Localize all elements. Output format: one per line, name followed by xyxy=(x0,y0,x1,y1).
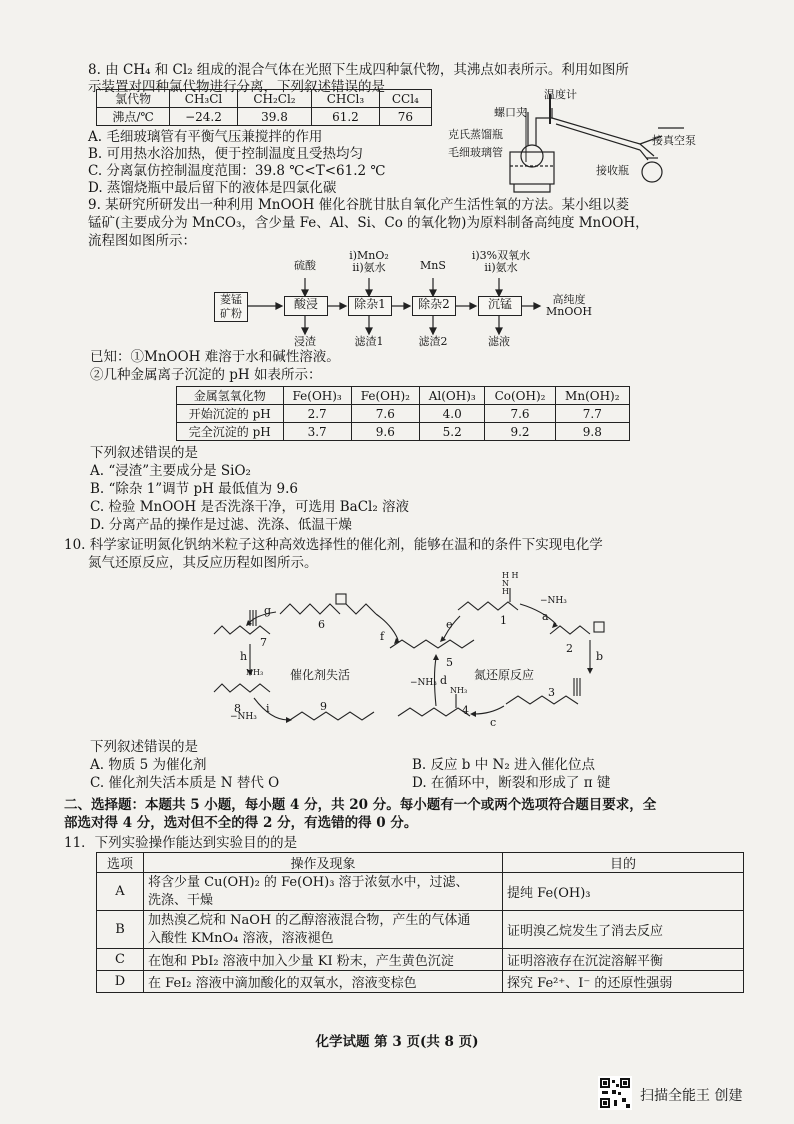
scanner-watermark: 扫描全能王 创建 xyxy=(640,1088,743,1104)
q9-r2-2: 9.6 xyxy=(351,423,419,441)
q9-r2-1: 3.7 xyxy=(283,423,351,441)
label-receiver: 接收瓶 xyxy=(596,164,629,177)
label-nitrogen-reduction: 氮还原反应 xyxy=(474,668,535,682)
mol-9: 9 xyxy=(320,700,327,713)
flow-step-3: 除杂2 xyxy=(412,296,456,316)
q11-a-op xyxy=(144,873,503,911)
mol-3: 3 xyxy=(548,686,555,699)
q9-r2-5: 9.8 xyxy=(555,423,629,441)
mol-7: 7 xyxy=(260,636,267,649)
flow-reagent-2: i)MnO₂ ii)氨水 xyxy=(349,249,389,274)
q9-line1: 9. 某研究所研发出一种利用 MnOOH 催化谷胱甘肽自氧化产生活性氧的方法。某小组以菱 xyxy=(88,197,630,213)
step-g: g xyxy=(264,604,272,617)
flow-reagent-4: i)3%双氧水 ii)氨水 xyxy=(471,249,531,274)
q10-line2: 氮气还原反应，其反应历程如图所示。 xyxy=(88,555,318,571)
q9-ph-table xyxy=(176,386,630,441)
flow-step-4: 沉锰 xyxy=(478,296,522,316)
q8-line1: 8. 由 CH₄ 和 Cl₂ 组成的混合气体在光照下生成四种氯代物，其沸点如表所示。利用如图所 xyxy=(88,62,629,78)
mol-8: 8 xyxy=(234,702,241,715)
flow-reagent-3: MnS xyxy=(420,259,446,272)
step-b: b xyxy=(596,650,604,663)
distillation-apparatus xyxy=(444,88,704,194)
q8-td-4: 76 xyxy=(379,108,431,126)
q8-td-3: 61.2 xyxy=(312,108,379,126)
q9-th-5: Mn(OH)₂ xyxy=(555,387,629,405)
label-capillary: 毛细玻璃管 xyxy=(448,146,503,159)
q9-r1-4: 7.6 xyxy=(485,405,555,423)
step-a: a xyxy=(542,610,549,623)
q8-option-a: A. 毛细玻璃管有平衡气压兼搅拌的作用 xyxy=(88,129,323,145)
q9-r2-3: 5.2 xyxy=(419,423,485,441)
label-nh3-small-2: NH₃ xyxy=(450,686,468,695)
q9-line2: 锰矿(主要成分为 MnCO₃，含少量 Fe、Al、Si、Co 的氧化物)为原料制备高纯度 MnOOH， xyxy=(88,215,649,231)
label-nh3-small-1: NH₃ xyxy=(246,668,264,677)
label-vacuum: 接真空泵 xyxy=(652,134,696,147)
q8-td-1: −24.2 xyxy=(170,108,237,126)
q11-a-op-l2: 洗涤、干燥 xyxy=(148,892,214,908)
flow-product: 高纯度 MnOOH xyxy=(546,293,592,318)
flow-output-1: 浸渣 xyxy=(294,335,316,348)
qr-code-icon xyxy=(598,1076,632,1110)
q10-option-b: B. 反应 b 中 N₂ 进入催化位点 xyxy=(412,757,596,773)
flow-output-2: 滤渣1 xyxy=(354,335,384,348)
q9-flowchart xyxy=(210,250,610,350)
q8-th-1: CH₃Cl xyxy=(170,90,237,108)
q11-d-goal: 探究 Fe²⁺、I⁻ 的还原性强弱 xyxy=(503,971,744,993)
q11-a-key: A xyxy=(97,873,144,911)
mol-1: 1 xyxy=(500,614,507,627)
q11-a-goal: 提纯 Fe(OH)₃ xyxy=(503,873,744,911)
q9-th-2: Fe(OH)₂ xyxy=(351,387,419,405)
flow-step-2: 除杂1 xyxy=(348,296,392,316)
label-nh3-mid: −NH₃ xyxy=(410,678,437,688)
q10-option-d: D. 在循环中，断裂和形成了 π 键 xyxy=(412,775,611,791)
q9-option-c: C. 检验 MnOOH 是否洗涤干净，可选用 BaCl₂ 溶液 xyxy=(90,499,410,515)
label-thermometer: 温度计 xyxy=(544,88,577,101)
q9-r1-5: 7.7 xyxy=(555,405,629,423)
q11-d-op: 在 FeI₂ 溶液中滴加酸化的双氧水，溶液变棕色 xyxy=(144,971,503,993)
q9-r2-0: 完全沉淀的 pH xyxy=(177,423,284,441)
q9-r1-1: 2.7 xyxy=(283,405,351,423)
q9-option-a: A. “浸渣”主要成分是 SiO₂ xyxy=(90,463,251,479)
q8-td-0: 沸点/℃ xyxy=(97,108,170,126)
label-catalyst-deactivation: 催化剂失活 xyxy=(290,668,351,682)
q9-r1-3: 4.0 xyxy=(419,405,485,423)
mol-2: 2 xyxy=(566,642,573,655)
label-flask: 克氏蒸馏瓶 xyxy=(448,128,503,141)
q8-td-2: 39.8 xyxy=(237,108,311,126)
q8-option-b: B. 可用热水浴加热，便于控制温度且受热均匀 xyxy=(88,146,364,162)
q8-th-2: CH₂Cl₂ xyxy=(237,90,311,108)
q8-option-d: D. 蒸馏烧瓶中最后留下的液体是四氯化碳 xyxy=(88,180,337,196)
q11-title: 11．下列实验操作能达到实验目的的是 xyxy=(64,835,298,851)
q8-th-3: CHCl₃ xyxy=(312,90,379,108)
q9-r1-0: 开始沉淀的 pH xyxy=(177,405,284,423)
q9-question: 下列叙述错误的是 xyxy=(90,445,198,461)
q9-th-0: 金属氢氧化物 xyxy=(177,387,284,405)
step-c: c xyxy=(490,716,497,729)
q10-reaction-diagram xyxy=(210,571,630,734)
q9-option-d: D. 分离产品的操作是过滤、洗涤、低温干燥 xyxy=(90,517,352,533)
q8-boiling-table xyxy=(96,89,432,126)
q9-th-4: Co(OH)₂ xyxy=(485,387,555,405)
q8-option-c: C. 分离氯仿控制温度范围：39.8 ℃<T<61.2 ℃ xyxy=(88,163,386,179)
mol-4: 4 xyxy=(462,704,469,717)
q10-line1: 10. 科学家证明氮化钒纳米粒子这种高效选择性的催化剂，能够在温和的条件下实现电化学 xyxy=(64,537,603,553)
q9-known1: 已知：①MnOOH 难溶于水和碱性溶液。 xyxy=(90,349,340,365)
q9-r1-2: 7.6 xyxy=(351,405,419,423)
q11-th-0: 选项 xyxy=(97,853,144,873)
q11-b-key: B xyxy=(97,911,144,949)
q10-option-c: C. 催化剂失活本质是 N 替代 O xyxy=(90,775,280,791)
step-f: f xyxy=(380,630,385,643)
section2-line2: 部选对得 4 分，选对但不全的得 2 分，有选错的得 0 分。 xyxy=(64,815,418,831)
q9-r2-4: 9.2 xyxy=(485,423,555,441)
q9-th-1: Fe(OH)₃ xyxy=(283,387,351,405)
q11-d-key: D xyxy=(97,971,144,993)
step-h: h xyxy=(240,650,248,663)
q9-known2: ②几种金属离子沉淀的 pH 如表所示： xyxy=(90,367,322,383)
q11-b-op-l1: 加热溴乙烷和 NaOH 的乙醇溶液混合物，产生的气体通 xyxy=(148,912,471,928)
label-clamp: 螺口夹 xyxy=(494,106,527,119)
step-e: e xyxy=(446,618,453,631)
q11-th-2: 目的 xyxy=(503,853,744,873)
q11-b-goal: 证明溴乙烷发生了消去反应 xyxy=(503,911,744,949)
q11-c-op: 在饱和 PbI₂ 溶液中加入少量 KI 粉末，产生黄色沉淀 xyxy=(144,949,503,971)
flow-output-4: 滤液 xyxy=(488,335,510,348)
mol-5: 5 xyxy=(446,656,453,669)
q8-th-4: CCl₄ xyxy=(379,90,431,108)
flow-reagent-1: 硫酸 xyxy=(294,259,316,272)
label-nh3-top: −NH₃ xyxy=(540,596,567,606)
q9-option-b: B. “除杂 1”调节 pH 最低值为 9.6 xyxy=(90,481,298,497)
q11-a-op-l1: 将含少量 Cu(OH)₂ 的 Fe(OH)₃ 溶于浓氨水中，过滤、 xyxy=(148,874,469,890)
flow-start-box xyxy=(214,292,248,322)
q11-c-key: C xyxy=(97,949,144,971)
q9-th-3: Al(OH)₃ xyxy=(419,387,485,405)
step-i: i xyxy=(266,702,270,715)
flow-step-1: 酸浸 xyxy=(284,296,328,316)
q11-th-1: 操作及现象 xyxy=(144,853,503,873)
label-nh3-top-structure: H H N H xyxy=(502,571,519,596)
q11-table xyxy=(96,852,744,993)
q11-c-goal: 证明溶液存在沉淀溶解平衡 xyxy=(503,949,744,971)
q11-b-op-l2: 入酸性 KMnO₄ 溶液，溶液褪色 xyxy=(148,930,334,946)
page-footer: 化学试题 第 3 页(共 8 页) xyxy=(315,1034,479,1050)
flow-start-label: 菱锰矿粉 xyxy=(220,293,242,320)
q11-b-op xyxy=(144,911,503,949)
flow-output-3: 滤渣2 xyxy=(418,335,448,348)
mol-6: 6 xyxy=(318,618,325,631)
section2-line1: 二、选择题：本题共 5 小题，每小题 4 分，共 20 分。每小题有一个或两个选项符合题目要求，全 xyxy=(64,797,657,813)
q8-line2: 示装置对四种氯代物进行分离，下列叙述错误的是 xyxy=(88,79,385,95)
q9-line3: 流程图如图所示： xyxy=(88,233,196,249)
step-d: d xyxy=(440,674,448,687)
q10-option-a: A. 物质 5 为催化剂 xyxy=(90,757,207,773)
label-nh3-bottom: −NH₃ xyxy=(230,712,257,722)
q8-th-0: 氯代物 xyxy=(97,90,170,108)
q10-question: 下列叙述错误的是 xyxy=(90,739,198,755)
